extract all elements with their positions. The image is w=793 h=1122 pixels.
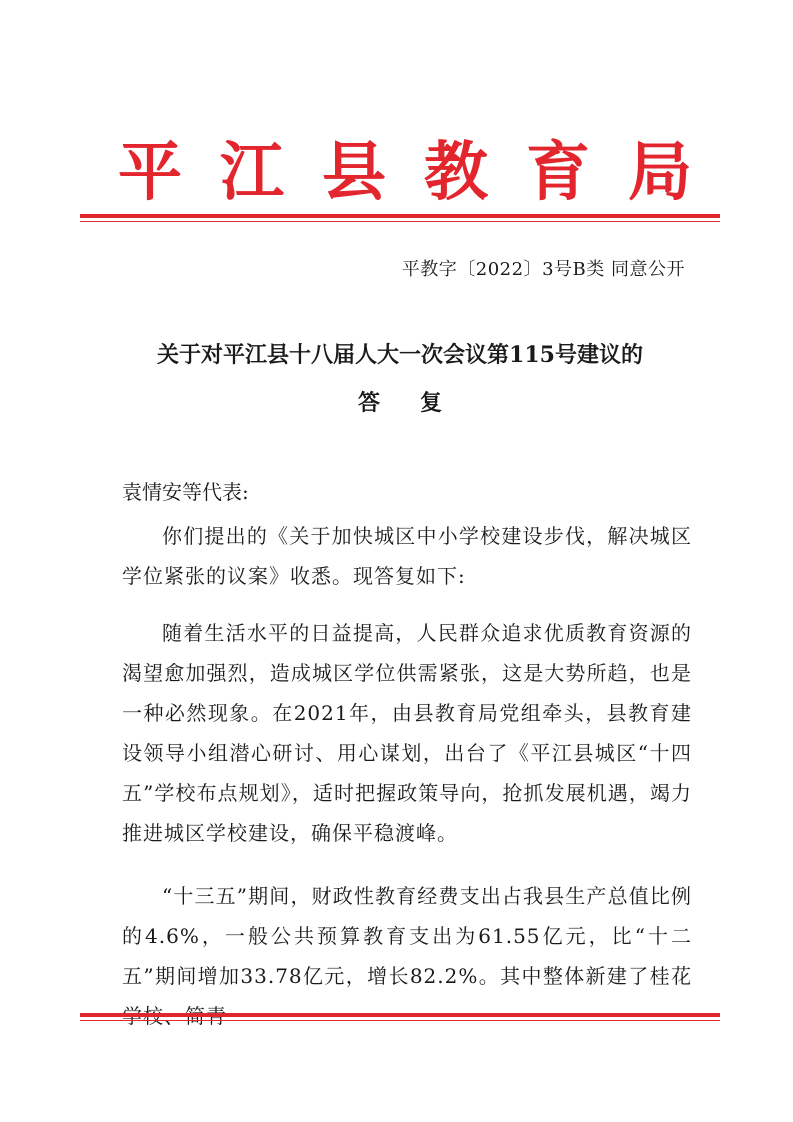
header-rule-thin (80, 221, 720, 222)
header-rule-thick (80, 214, 720, 218)
header-red-rule (80, 214, 720, 222)
document-title-line2: 答复 (357, 390, 482, 416)
paragraph-text: 你们提出的《关于加快城区中小学校建设步伐，解决城区学位紧张的议案》收悉。现答复如下: (122, 524, 692, 588)
body-paragraph-1 (122, 516, 692, 596)
body-paragraph-3 (122, 876, 692, 1036)
footer-rule-thick (80, 1013, 720, 1017)
footer-rule-thin (80, 1020, 720, 1021)
document-title-line1: 关于对平江县十八届人大一次会议第115号建议的 (157, 342, 643, 368)
body-paragraph-2 (122, 613, 692, 853)
org-title: 平江县教育局 (118, 135, 730, 210)
document-number: 平教字〔2022〕3号B类 同意公开 (401, 259, 685, 280)
paragraph-text: 随着生活水平的日益提高，人民群众追求优质教育资源的渴望愈加强烈，造成城区学位供需紧张，这是大势所趋，也是一种必然现象。在2021年，由县教育局党组牵头，县教育建设领导小组潜心研讨、用心谋划，出台了《平江县城区“十四五”学校布点规划》，适时把握政策导向，抢抓发展机遇，竭力推进城区学校建设，确保平稳渡峰。 (122, 621, 692, 845)
footer-red-rule (80, 1013, 720, 1021)
paragraph-text: “十三五”期间，财政性教育经费支出占我县生产总值比例的4.6%，一般公共预算教育支出为61.55亿元，比“十二五”期间增加33.78亿元，增长82.2%。其中整体新建了桂花 (122, 884, 692, 988)
salutation: 袁情安等代表: (122, 480, 249, 504)
